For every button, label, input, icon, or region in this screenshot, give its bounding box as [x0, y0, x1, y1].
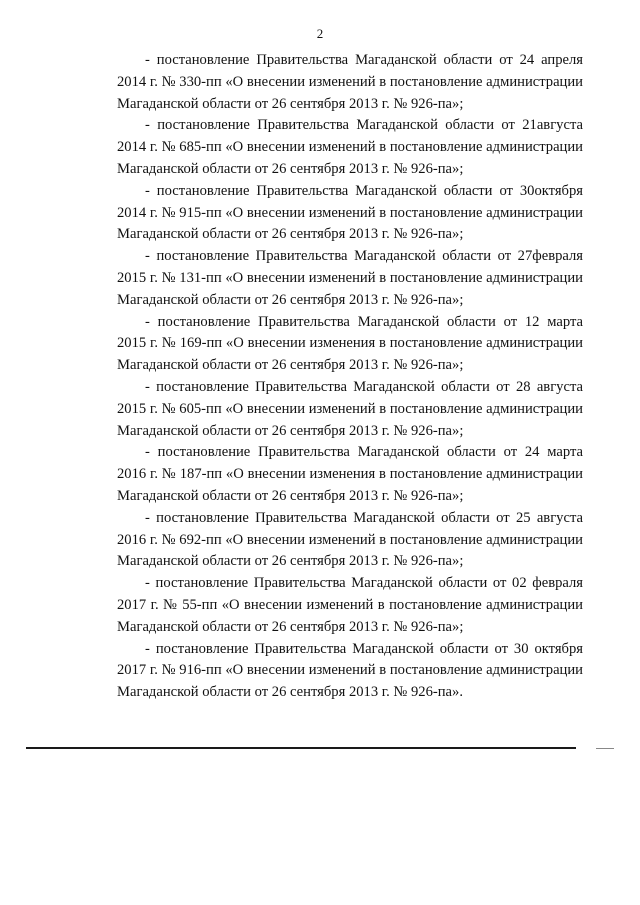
list-item: - постановление Правительства Магаданской области от 24 марта 2016 г. № 187-пп «О внесении изменения в постановление администрации Магаданской области от 26 сентября 2013 г. № 926-па»; — [117, 444, 583, 504]
page-number: 2 — [316, 26, 324, 41]
list-item: - постановление Правительства Магаданской области от 25 августа 2016 г. № 692-пп «О внесении изменений в постановление администрации Магаданской области от 26 сентября 2013 г. № 926-па»; — [117, 509, 583, 570]
horizontal-rule — [26, 747, 576, 749]
list-item: - постановление Правительства Магаданской области от 02 февраля 2017 г. № 55-пп «О внесении изменений в постановление администрации Магаданской области от 26 сентября 2013 г. № 926-па»; — [117, 575, 583, 635]
list-item: - постановление Правительства Магаданской области от 24 апреля 2014 г. № 330-пп «О внесении изменений в постановление администрации Магаданской области от 26 сентября 2013 г. № 926-па»; — [117, 52, 583, 112]
list-item: - постановление Правительства Магаданской области от 27февраля 2015 г. № 131-пп «О внесении изменений в постановление администрации Магаданской области от 26 сентября 2013 г. № 926-па»; — [117, 248, 583, 308]
horizontal-rule-tail — [596, 748, 614, 749]
list-item: - постановление Правительства Магаданской области от 21августа 2014 г. № 685-пп «О внесении изменений в постановление администрации Магаданской области от 26 сентября 2013 г. № 926-па»; — [117, 117, 583, 177]
list-item: - постановление Правительства Магаданской области от 30 октября 2017 г. № 916-пп «О внесении изменений в постановление администрации Магаданской области от 26 сентября 2013 г. № 926-па». — [117, 640, 583, 701]
document-body — [117, 50, 583, 704]
list-item: - постановление Правительства Магаданской области от 28 августа 2015 г. № 605-пп «О внесении изменений в постановление администрации Магаданской области от 26 сентября 2013 г. № 926-па»; — [117, 378, 583, 439]
list-item: - постановление Правительства Магаданской области от 12 марта 2015 г. № 169-пп «О внесении изменения в постановление администрации Магаданской области от 26 сентября 2013 г. № 926-па»; — [117, 313, 583, 374]
list-item: - постановление Правительства Магаданской области от 30октября 2014 г. № 915-пп «О внесении изменений в постановление администрации Магаданской области от 26 сентября 2013 г. № 926-па»; — [117, 182, 583, 243]
